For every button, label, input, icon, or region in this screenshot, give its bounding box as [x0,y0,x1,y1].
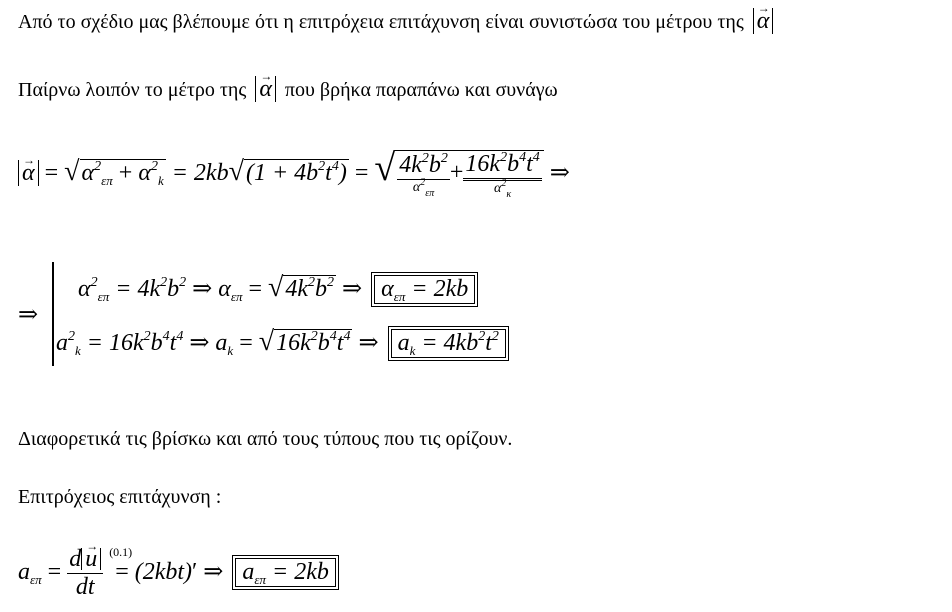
alpha-vector-magnitude: → α [18,160,39,186]
result-box-tangential: $\alpha_{\varepsilon\pi} = 2kb$ [374,275,475,304]
alpha-vector-magnitude: → α [753,8,774,34]
alpha-vector-magnitude: → α [255,76,276,102]
system-row-1: $\alpha^2_{\varepsilon\pi} = 4k^2b^2$ ⇒ $\alpha_{\varepsilon\pi} = √4k^2b^2$ ⇒ $\alpha_{\varepsilon\pi} = 2kb$ [78,272,475,304]
paragraph-3: Διαφορετικά τις βρίσκω και από τους τύπους που τις ορίζουν. [18,428,513,450]
fraction-2: $\frac{16k^2b^4t^4}{\alpha^2_\kappa}$ [465,150,540,201]
sqrt-fractions: $\frac{4k^2b^2}{\alpha^2_{\varepsilon\pi}}$ + $\frac{16k^2b^4t^4}{\alpha^2_\kappa}$ [395,150,544,197]
paragraph-4: Επιτρόχειος επιτάχυνση : [18,486,222,508]
sqrt-components: $\alpha^2_{\varepsilon\pi} + \alpha^2_k$ [81,159,164,188]
result-box-derivative: $a_{\varepsilon\pi} = 2kb$ [235,558,336,587]
paragraph-2-text-a: Παίρνω λοιπόν το μέτρο της [18,79,247,101]
result-box-normal: $a_k = 4kb^2t^2$ [391,329,506,358]
system-brace [52,262,54,366]
sqrt-factor: $(1 + 4b^2t^4)$ [245,159,347,186]
paragraph-2 [18,76,558,102]
equation-tangential-derivative: $a_{\varepsilon\pi}$ = $\frac{d\to u}{dt}$ (0.1) = (2kbt)′ ⇒ $a_{\varepsilon\pi} = 2kb$ [18,546,336,601]
paragraph-1-text: Από το σχέδιο μας βλέπουμε ότι η επιτρόχεια επιτάχυνση είναι συνιστώσα του μέτρου της [18,11,744,33]
system-arrow: ⇒ [18,302,39,328]
paragraph-2-text-b: που βρήκα παραπάνω και συνάγω [284,79,558,101]
fraction-1: $\frac{4k^2b^2}{\alpha^2_{\varepsilon\pi}}$ [399,151,448,200]
paragraph-1 [18,8,773,34]
derivative-fraction: $\frac{d\to u}{dt}$ [67,546,103,601]
equation-magnitude: → $\alpha = √\alpha^2_{\varepsilon\pi} + \alpha^2_k = 2kb√(1 + 4b^2t^4)$ = √ $\frac{4k^2b^2}{\alpha^2_{\varepsilon\pi}}$ + $\frac{16k^2b^4t^4}{\alpha^2_\kappa}$ ⇒ [18,146,570,197]
system-row-2: $a^2_k = 16k^2b^4t^4$ ⇒ $a_k = √16k^2b^4t^4$ ⇒ $a_k = 4kb^2t^2$ [56,326,506,358]
